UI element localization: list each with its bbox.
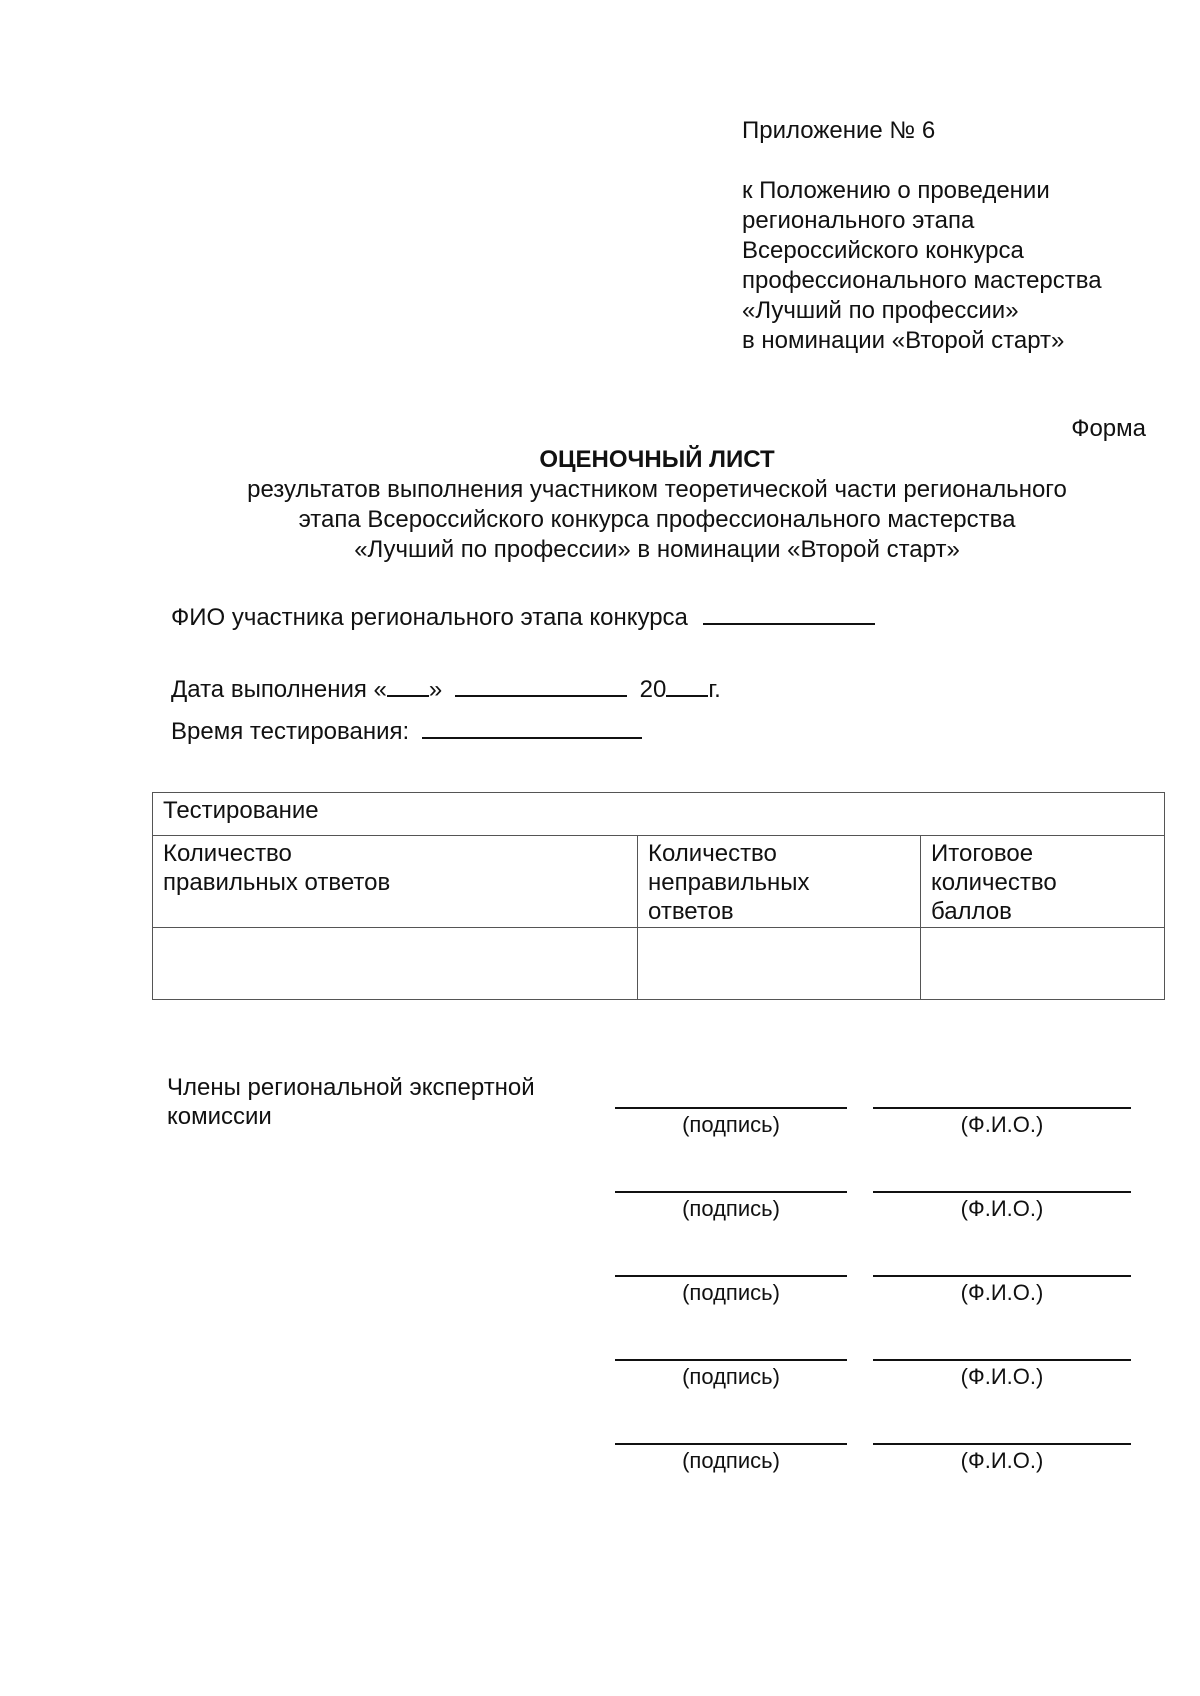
date-day-blank[interactable] — [387, 673, 429, 697]
commission-label — [167, 1073, 587, 1131]
completion-date-row — [171, 673, 721, 705]
signature-caption: (подпись) — [682, 1112, 780, 1137]
total-score-cell[interactable] — [921, 928, 1165, 1000]
form-label: Форма — [1071, 415, 1146, 442]
subtitle-line: этапа Всероссийского конкурса профессионального мастерства — [298, 506, 1016, 533]
table-row — [153, 928, 1165, 1000]
testing-time-label: Время тестирования: — [171, 718, 410, 745]
testing-time-row — [171, 715, 642, 747]
participant-name-row — [171, 601, 875, 633]
commission-label-line: комиссии — [167, 1103, 272, 1130]
column-header-line: правильных ответов — [163, 869, 391, 896]
signature-line[interactable] — [615, 1191, 847, 1193]
name-line[interactable] — [873, 1107, 1131, 1109]
testing-section-header: Тестирование — [153, 793, 1165, 836]
document-title-block — [150, 445, 1164, 565]
subtitle-line: «Лучший по профессии» в номинации «Второй старт» — [354, 536, 960, 563]
subtitle-line: результатов выполнения участником теоретической части регионального — [247, 476, 1067, 503]
table-row — [153, 836, 1165, 928]
name-caption: (Ф.И.О.) — [960, 1364, 1044, 1389]
name-caption: (Ф.И.О.) — [960, 1448, 1044, 1473]
name-line[interactable] — [873, 1191, 1131, 1193]
column-header-incorrect-answers — [638, 836, 921, 928]
signature-caption: (подпись) — [682, 1364, 780, 1389]
column-header-line: баллов — [931, 898, 1012, 925]
attachment-line: к Положению о проведении — [742, 177, 1050, 204]
date-month-blank[interactable] — [455, 673, 627, 697]
attachment-number: Приложение № 6 — [742, 117, 936, 144]
correct-answers-cell[interactable] — [153, 928, 638, 1000]
participant-name-blank[interactable] — [703, 601, 875, 625]
participant-name-label: ФИО участника регионального этапа конкурса — [171, 604, 688, 631]
date-quote-close: » — [428, 676, 443, 703]
attachment-line: Всероссийского конкурса — [742, 237, 1024, 264]
attachment-line: регионального этапа — [742, 207, 975, 234]
attachment-header — [742, 116, 1162, 356]
column-header-line: Количество — [648, 840, 777, 867]
column-header-line: Итоговое — [931, 840, 1034, 867]
name-caption: (Ф.И.О.) — [960, 1112, 1044, 1137]
signature-line[interactable] — [615, 1443, 847, 1445]
table-row — [153, 793, 1165, 836]
name-caption: (Ф.И.О.) — [960, 1196, 1044, 1221]
document-title: ОЦЕНОЧНЫЙ ЛИСТ — [539, 446, 775, 473]
name-line[interactable] — [873, 1443, 1131, 1445]
results-table — [152, 792, 1165, 1000]
signature-caption: (подпись) — [682, 1280, 780, 1305]
column-header-line: ответов — [648, 898, 734, 925]
date-year-suffix: г. — [708, 676, 721, 703]
column-header-line: Количество — [163, 840, 292, 867]
attachment-line: в номинации «Второй старт» — [742, 327, 1065, 354]
signature-line[interactable] — [615, 1359, 847, 1361]
incorrect-answers-cell[interactable] — [638, 928, 921, 1000]
signature-line[interactable] — [615, 1275, 847, 1277]
signature-line[interactable] — [615, 1107, 847, 1109]
column-header-correct-answers — [153, 836, 638, 928]
attachment-line: профессионального мастерства — [742, 267, 1102, 294]
date-year-prefix: 20 — [639, 676, 667, 703]
commission-label-line: Члены региональной экспертной — [167, 1074, 535, 1101]
name-caption: (Ф.И.О.) — [960, 1280, 1044, 1305]
name-line[interactable] — [873, 1359, 1131, 1361]
name-line[interactable] — [873, 1275, 1131, 1277]
attachment-line: «Лучший по профессии» — [742, 297, 1019, 324]
spacer — [742, 146, 1162, 176]
column-header-line: неправильных — [648, 869, 810, 896]
column-header-line: количество — [931, 869, 1057, 896]
signature-caption: (подпись) — [682, 1196, 780, 1221]
signature-caption: (подпись) — [682, 1448, 780, 1473]
column-header-total-score — [921, 836, 1165, 928]
testing-time-blank[interactable] — [422, 715, 642, 739]
date-year-blank[interactable] — [666, 673, 708, 697]
date-label: Дата выполнения « — [171, 676, 387, 703]
